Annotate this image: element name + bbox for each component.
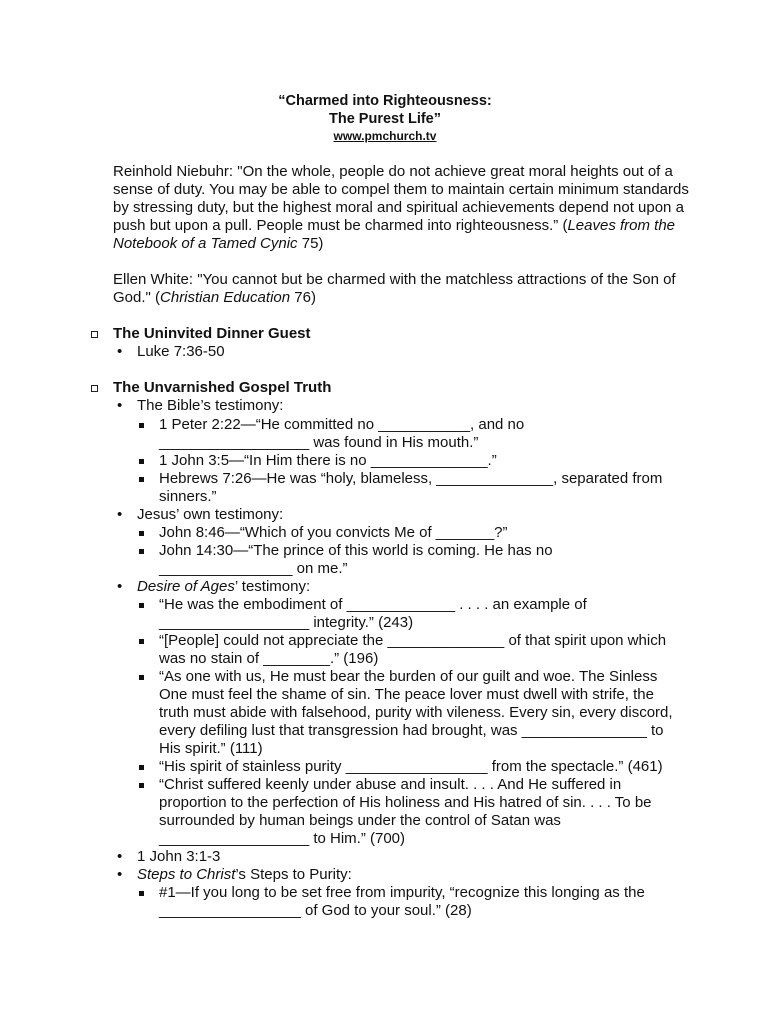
list-item-hebrews-line-2: sinners.”: [159, 488, 217, 505]
list-item-john-14-line-1: John 14:30—“The prince of this world is coming. He has no: [159, 542, 553, 559]
list-item-da-700-line-1: “Christ suffered keenly under abuse and insult. . . . And He suffered in: [159, 776, 622, 793]
list-item-sc-28-line-2: _________________ of God to your soul.” (28): [159, 902, 472, 919]
list-item-john-14-line-2: ________________ on me.”: [159, 560, 348, 577]
section-title-gospel-truth: The Unvarnished Gospel Truth: [113, 379, 332, 396]
bullet-icon: •: [117, 866, 123, 883]
bullet-icon: •: [117, 848, 123, 865]
bullet-icon: •: [117, 506, 123, 523]
list-item-hebrews-line-1: Hebrews 7:26—He was “holy, blameless, ______________, separated from: [159, 470, 663, 487]
square-bullet-icon: [139, 459, 144, 464]
section-title-dinner-guest: The Uninvited Dinner Guest: [113, 325, 311, 342]
list-item-da-700-line-2: proportion to the perfection of His holiness and His hatred of sin. . . . To be: [159, 794, 652, 811]
list-item-da-111-line-4: every defiling lust that transgression had brought, was _______________ to: [159, 722, 664, 739]
square-bullet-icon: [139, 639, 144, 644]
bullet-icon: •: [117, 343, 123, 360]
list-item-da-243-line-1: “He was the embodiment of _____________ . . . . an example of: [159, 596, 587, 613]
list-item-jesus-testimony: Jesus’ own testimony:: [137, 506, 284, 523]
niebuhr-quote-page: 75): [297, 235, 324, 252]
list-item-da-700-line-3: surrounded by human beings under the control of Satan was: [159, 812, 561, 829]
square-bullet-icon: [139, 423, 144, 428]
desire-of-ages-label: ’ testimony:: [234, 578, 311, 595]
square-bullet-icon: [139, 549, 144, 554]
square-bullet-icon: [139, 531, 144, 536]
white-quote-source: Christian Education: [160, 289, 291, 306]
list-item-da-196-line-2: was no stain of ________.” (196): [159, 650, 379, 667]
list-item-1-john: 1 John 3:5—“In Him there is no ______________.”: [159, 452, 497, 469]
bullet-icon: •: [117, 578, 123, 595]
list-item-desire-of-ages: [137, 578, 310, 595]
list-item-da-461: “His spirit of stainless purity _________________ from the spectacle.” (461): [159, 758, 663, 775]
website-link[interactable]: www.pmchurch.tv: [333, 129, 437, 143]
square-bullet-icon: [139, 675, 144, 680]
list-item-da-196-line-1: “[People] could not appreciate the ______________ of that spirit upon which: [159, 632, 667, 649]
list-item-john-8: John 8:46—“Which of you convicts Me of _______?”: [159, 524, 508, 541]
list-item-da-700-line-4: __________________ to Him.” (700): [159, 830, 406, 847]
niebuhr-quote-text: Reinhold Niebuhr: "On the whole, people do not achieve great moral heights out of a sense of duty. You may be able to compel them to maintain certain minimum standards by stressing duty, but the highest moral and spiritual achievements depend not upon a push but upon a pull. People must be charmed into righteousness.” (: [113, 163, 689, 234]
list-item-1-peter-line-2: __________________ was found in His mouth.”: [159, 434, 479, 451]
list-item-1-john-3: 1 John 3:1-3: [137, 848, 221, 865]
desire-of-ages-title: Desire of Ages: [137, 578, 235, 595]
white-quote-text: Ellen White: "You cannot but be charmed with the matchless attractions of the Son of God." (: [113, 271, 676, 306]
list-item-1-peter-line-1: 1 Peter 2:22—“He committed no ___________, and no: [159, 416, 525, 433]
white-quote-page: 76): [290, 289, 316, 306]
square-bullet-icon: [139, 477, 144, 482]
white-quote: [113, 271, 693, 307]
square-bullet-icon: [139, 765, 144, 770]
list-item-bible-testimony: The Bible’s testimony:: [137, 397, 284, 414]
niebuhr-quote: [113, 163, 693, 253]
list-item-da-243-line-2: __________________ integrity.” (243): [159, 614, 414, 631]
steps-to-christ-title: Steps to Christ: [137, 866, 236, 883]
list-item-steps-to-christ: [137, 866, 352, 883]
bullet-icon: •: [117, 397, 123, 414]
title-line-2: The Purest Life”: [329, 111, 441, 127]
list-item-da-111-line-5: His spirit.” (111): [159, 740, 263, 757]
list-item-sc-28-line-1: #1—If you long to be set free from impurity, “recognize this longing as the: [159, 884, 645, 901]
square-bullet-icon: [139, 783, 144, 788]
list-item-da-111-line-2: One must feel the shame of sin. The peace lover must dwell with strife, the: [159, 686, 654, 703]
list-item-da-111-line-3: truth must abide with falsehood, purity with vileness. Every sin, every discord,: [159, 704, 673, 721]
title-line-1: “Charmed into Righteousness:: [278, 93, 492, 109]
checkbox-icon: [91, 385, 98, 392]
list-item-luke: Luke 7:36-50: [137, 343, 225, 360]
square-bullet-icon: [139, 603, 144, 608]
square-bullet-icon: [139, 891, 144, 896]
niebuhr-quote-source: Leaves from the Notebook of a Tamed Cynic: [113, 217, 676, 252]
steps-to-christ-label: ’s Steps to Purity:: [235, 866, 352, 883]
checkbox-icon: [91, 331, 98, 338]
list-item-da-111-line-1: “As one with us, He must bear the burden of our guilt and woe. The Sinless: [159, 668, 658, 685]
